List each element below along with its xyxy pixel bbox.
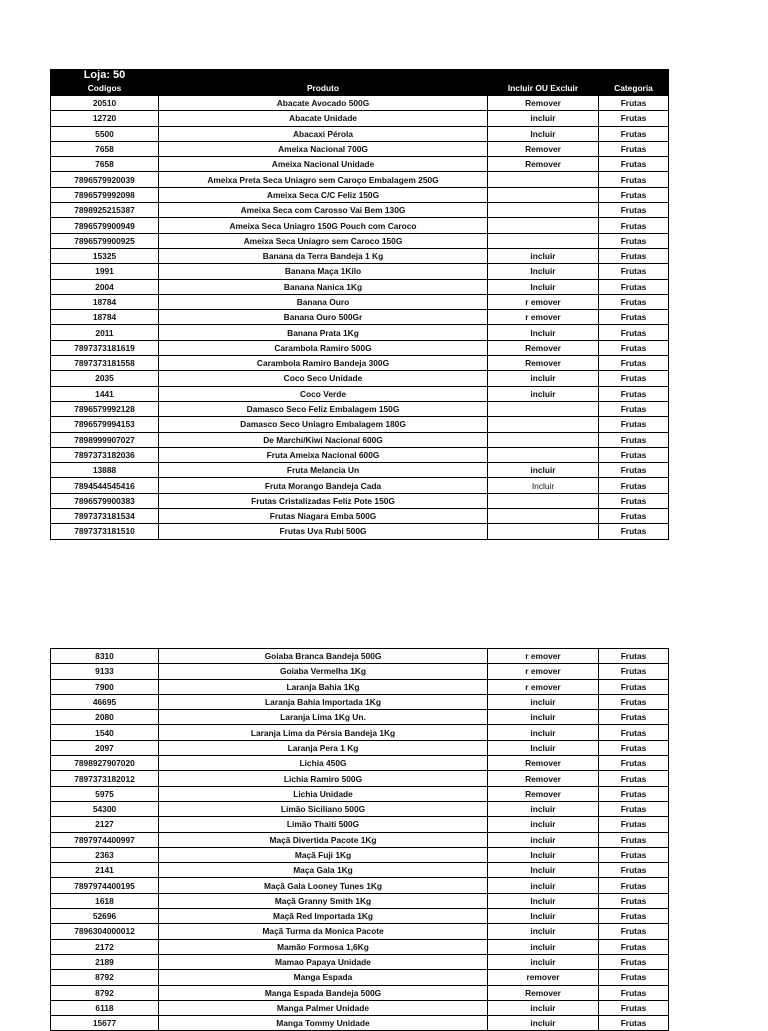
code-cell: 2363 (51, 847, 159, 862)
product-cell: Banana Prata 1Kg (159, 325, 488, 340)
table-row (51, 786, 669, 801)
action-cell: incluir (488, 725, 599, 740)
table-row (51, 279, 669, 294)
product-cell: Goiaba Branca Bandeja 500G (159, 649, 488, 664)
code-cell: 20510 (51, 96, 159, 111)
table-row (51, 740, 669, 755)
action-cell: incluir (488, 939, 599, 954)
category-cell: Frutas (599, 694, 669, 709)
action-cell (488, 218, 599, 233)
code-cell: 7896579900925 (51, 233, 159, 248)
category-cell: Frutas (599, 832, 669, 847)
action-cell: Incluir (488, 893, 599, 908)
action-cell (488, 187, 599, 202)
code-cell: 7897373181619 (51, 340, 159, 355)
action-cell: Incluir (488, 909, 599, 924)
code-cell: 7898927907020 (51, 756, 159, 771)
table-row (51, 111, 669, 126)
table-row (51, 817, 669, 832)
products-table-top-body (51, 96, 669, 540)
code-cell: 7897373182012 (51, 771, 159, 786)
code-cell: 12720 (51, 111, 159, 126)
action-cell: Incluir (488, 478, 599, 493)
product-cell: Maçã Divertida Pacote 1Kg (159, 832, 488, 847)
category-cell: Frutas (599, 310, 669, 325)
code-cell: 7896579900949 (51, 218, 159, 233)
product-cell: Manga Palmer Unidade (159, 1000, 488, 1015)
product-cell: Ameixa Seca com Carosso Vai Bem 130G (159, 203, 488, 218)
category-cell: Frutas (599, 863, 669, 878)
table-row (51, 710, 669, 725)
code-cell: 46695 (51, 694, 159, 709)
code-cell: 7898925215387 (51, 203, 159, 218)
product-cell: Ameixa Seca Uniagro 150G Pouch com Caroco (159, 218, 488, 233)
code-cell: 8792 (51, 985, 159, 1000)
code-cell: 2141 (51, 863, 159, 878)
product-cell: Laranja Lima da Pérsia Bandeja 1Kg (159, 725, 488, 740)
table-row (51, 187, 669, 202)
table-row (51, 172, 669, 187)
category-cell: Frutas (599, 325, 669, 340)
action-cell: Remover (488, 96, 599, 111)
action-cell: incluir (488, 924, 599, 939)
header-produto: Produto (159, 82, 488, 96)
category-cell: Frutas (599, 649, 669, 664)
action-cell: Incluir (488, 847, 599, 862)
action-cell: Remover (488, 356, 599, 371)
category-cell: Frutas (599, 478, 669, 493)
action-cell: Incluir (488, 863, 599, 878)
code-cell: 2189 (51, 954, 159, 969)
code-cell: 7896304000012 (51, 924, 159, 939)
action-cell (488, 233, 599, 248)
product-cell: Ameixa Seca C/C Feliz 150G (159, 187, 488, 202)
table-row (51, 248, 669, 263)
table-row (51, 954, 669, 969)
product-cell: Abacate Unidade (159, 111, 488, 126)
code-cell: 13888 (51, 463, 159, 478)
table-row (51, 939, 669, 954)
table-row (51, 664, 669, 679)
category-cell: Frutas (599, 126, 669, 141)
table-row (51, 679, 669, 694)
product-cell: Laranja Pera 1 Kg (159, 740, 488, 755)
category-cell: Frutas (599, 756, 669, 771)
category-cell: Frutas (599, 96, 669, 111)
code-cell: 7900 (51, 679, 159, 694)
action-cell (488, 417, 599, 432)
code-cell: 2097 (51, 740, 159, 755)
table-row (51, 417, 669, 432)
category-cell: Frutas (599, 264, 669, 279)
action-cell: Remover (488, 141, 599, 156)
action-cell: Remover (488, 985, 599, 1000)
action-cell: incluir (488, 1000, 599, 1015)
action-cell: Incluir (488, 126, 599, 141)
category-cell: Frutas (599, 817, 669, 832)
table-row (51, 649, 669, 664)
code-cell: 7896579920039 (51, 172, 159, 187)
code-cell: 7897974400997 (51, 832, 159, 847)
product-cell: Maça Gala 1Kg (159, 863, 488, 878)
table-row (51, 203, 669, 218)
category-cell: Frutas (599, 294, 669, 309)
table-row (51, 524, 669, 539)
table-row (51, 1016, 669, 1031)
category-cell: Frutas (599, 463, 669, 478)
product-cell: Manga Tommy Unidade (159, 1016, 488, 1031)
table-row (51, 756, 669, 771)
product-cell: Goiaba Vermelha 1Kg (159, 664, 488, 679)
product-cell: Manga Espada (159, 970, 488, 985)
table-row (51, 340, 669, 355)
products-table-bottom (50, 648, 669, 1031)
category-cell: Frutas (599, 939, 669, 954)
product-cell: Lichia Unidade (159, 786, 488, 801)
category-cell: Frutas (599, 203, 669, 218)
action-cell: Remover (488, 756, 599, 771)
product-cell: Fruta Melancia Un (159, 463, 488, 478)
table-row (51, 924, 669, 939)
product-cell: Limão Thaiti 500G (159, 817, 488, 832)
category-cell: Frutas (599, 710, 669, 725)
table-row (51, 832, 669, 847)
code-cell: 7894544545416 (51, 478, 159, 493)
code-cell: 5500 (51, 126, 159, 141)
code-cell: 7896579992128 (51, 401, 159, 416)
table-row (51, 725, 669, 740)
category-cell: Frutas (599, 786, 669, 801)
category-cell: Frutas (599, 893, 669, 908)
product-cell: Ameixa Nacional Unidade (159, 157, 488, 172)
product-cell: Fruta Ameixa Nacional 600G (159, 447, 488, 462)
code-cell: 7898999907027 (51, 432, 159, 447)
category-cell: Frutas (599, 356, 669, 371)
action-cell: incluir (488, 371, 599, 386)
action-cell: r emover (488, 294, 599, 309)
category-cell: Frutas (599, 1016, 669, 1031)
category-cell: Frutas (599, 218, 669, 233)
code-cell: 5975 (51, 786, 159, 801)
product-cell: Laranja Bahia 1Kg (159, 679, 488, 694)
code-cell: 18784 (51, 294, 159, 309)
action-cell: Remover (488, 157, 599, 172)
category-cell: Frutas (599, 679, 669, 694)
header-incluir-excluir: Incluir OU Excluir (488, 82, 599, 96)
category-cell: Frutas (599, 909, 669, 924)
code-cell: 1441 (51, 386, 159, 401)
code-cell: 7897373181510 (51, 524, 159, 539)
code-cell: 2035 (51, 371, 159, 386)
category-cell: Frutas (599, 157, 669, 172)
category-cell: Frutas (599, 248, 669, 263)
code-cell: 7658 (51, 157, 159, 172)
table-row (51, 432, 669, 447)
product-cell: Frutas Cristalizadas Feliz Pote 150G (159, 493, 488, 508)
table-row (51, 386, 669, 401)
code-cell: 9133 (51, 664, 159, 679)
table-row (51, 310, 669, 325)
product-cell: Maçã Gala Looney Tunes 1Kg (159, 878, 488, 893)
category-cell: Frutas (599, 954, 669, 969)
product-cell: Ameixa Preta Seca Uniagro sem Caroço Embalagem 250G (159, 172, 488, 187)
code-cell: 2172 (51, 939, 159, 954)
category-cell: Frutas (599, 493, 669, 508)
action-cell (488, 172, 599, 187)
code-cell: 15677 (51, 1016, 159, 1031)
table-row (51, 463, 669, 478)
action-cell: Incluir (488, 740, 599, 755)
table-row (51, 970, 669, 985)
product-cell: Laranja Lima 1Kg Un. (159, 710, 488, 725)
action-cell: incluir (488, 248, 599, 263)
category-cell: Frutas (599, 878, 669, 893)
action-cell: remover (488, 970, 599, 985)
product-cell: Damasco Seco Feliz Embalagem 150G (159, 401, 488, 416)
category-cell: Frutas (599, 432, 669, 447)
product-cell: Frutas Uva Rubi 500G (159, 524, 488, 539)
table-row (51, 141, 669, 156)
table-row (51, 157, 669, 172)
product-cell: Banana Maça 1Kilo (159, 264, 488, 279)
category-cell: Frutas (599, 985, 669, 1000)
table-row (51, 493, 669, 508)
category-cell: Frutas (599, 172, 669, 187)
category-cell: Frutas (599, 847, 669, 862)
product-cell: Banana Nanica 1Kg (159, 279, 488, 294)
table-row (51, 371, 669, 386)
table-row (51, 694, 669, 709)
code-cell: 7658 (51, 141, 159, 156)
category-cell: Frutas (599, 725, 669, 740)
table-row (51, 264, 669, 279)
table-row (51, 218, 669, 233)
code-cell: 18784 (51, 310, 159, 325)
action-cell: Remover (488, 786, 599, 801)
table-row (51, 1000, 669, 1015)
code-cell: 8792 (51, 970, 159, 985)
code-cell: 2011 (51, 325, 159, 340)
action-cell: incluir (488, 832, 599, 847)
product-cell: Carambola Ramiro 500G (159, 340, 488, 355)
table-row (51, 893, 669, 908)
category-cell: Frutas (599, 524, 669, 539)
table-row (51, 233, 669, 248)
code-cell: 7897373181534 (51, 509, 159, 524)
product-cell: Lichia 450G (159, 756, 488, 771)
table-row (51, 294, 669, 309)
code-cell: 52696 (51, 909, 159, 924)
code-cell: 1991 (51, 264, 159, 279)
table-row (51, 325, 669, 340)
product-cell: Coco Verde (159, 386, 488, 401)
action-cell: incluir (488, 801, 599, 816)
product-cell: Abacaxi Pérola (159, 126, 488, 141)
product-cell: Ameixa Seca Uniagro sem Caroco 150G (159, 233, 488, 248)
product-cell: Ameixa Nacional 700G (159, 141, 488, 156)
product-cell: Maçã Granny Smith 1Kg (159, 893, 488, 908)
action-cell: Incluir (488, 279, 599, 294)
table-row (51, 909, 669, 924)
action-cell: incluir (488, 1016, 599, 1031)
column-header-row (51, 82, 669, 96)
action-cell: incluir (488, 954, 599, 969)
products-table-top (50, 69, 669, 540)
action-cell: Incluir (488, 264, 599, 279)
code-cell: 2080 (51, 710, 159, 725)
code-cell: 15325 (51, 248, 159, 263)
action-cell: r emover (488, 679, 599, 694)
header-categoria: Categoria (599, 82, 669, 96)
table-row (51, 509, 669, 524)
table-row (51, 878, 669, 893)
category-cell: Frutas (599, 111, 669, 126)
product-cell: Maçã Fuji 1Kg (159, 847, 488, 862)
table-row (51, 126, 669, 141)
action-cell (488, 203, 599, 218)
category-cell: Frutas (599, 187, 669, 202)
code-cell: 54300 (51, 801, 159, 816)
product-cell: Coco Seco Unidade (159, 371, 488, 386)
header-codigos: Codigos (51, 82, 159, 96)
action-cell (488, 524, 599, 539)
action-cell (488, 493, 599, 508)
product-cell: Mamão Formosa 1,6Kg (159, 939, 488, 954)
category-cell: Frutas (599, 233, 669, 248)
action-cell (488, 432, 599, 447)
product-cell: Maçã Turma da Monica Pacote (159, 924, 488, 939)
code-cell: 2004 (51, 279, 159, 294)
products-table-bottom-body (51, 649, 669, 1031)
table-row (51, 401, 669, 416)
store-row (51, 70, 669, 82)
table-row (51, 801, 669, 816)
code-cell: 7896579992098 (51, 187, 159, 202)
table-row (51, 447, 669, 462)
product-cell: Lichia Ramiro 500G (159, 771, 488, 786)
category-cell: Frutas (599, 401, 669, 416)
category-cell: Frutas (599, 924, 669, 939)
table-row (51, 478, 669, 493)
product-cell: Damasco Seco Uniagro Embalagem 180G (159, 417, 488, 432)
category-cell: Frutas (599, 801, 669, 816)
category-cell: Frutas (599, 664, 669, 679)
product-cell: Abacate Avocado 500G (159, 96, 488, 111)
code-cell: 7896579900383 (51, 493, 159, 508)
product-cell: De Marchi/Kiwi Nacional 600G (159, 432, 488, 447)
product-cell: Limão Siciliano 500G (159, 801, 488, 816)
code-cell: 2127 (51, 817, 159, 832)
code-cell: 6118 (51, 1000, 159, 1015)
product-cell: Frutas Niagara Emba 500G (159, 509, 488, 524)
action-cell: r emover (488, 664, 599, 679)
product-cell: Banana da Terra Bandeja 1 Kg (159, 248, 488, 263)
category-cell: Frutas (599, 1000, 669, 1015)
code-cell: 7897974400195 (51, 878, 159, 893)
category-cell: Frutas (599, 279, 669, 294)
table-row (51, 985, 669, 1000)
table-row (51, 356, 669, 371)
code-cell: 7897373181558 (51, 356, 159, 371)
action-cell: r emover (488, 649, 599, 664)
action-cell: incluir (488, 386, 599, 401)
product-cell: Maçã Red Importada 1Kg (159, 909, 488, 924)
table-row (51, 847, 669, 862)
table-row (51, 863, 669, 878)
category-cell: Frutas (599, 447, 669, 462)
store-label: Loja: 50 (51, 70, 159, 82)
product-cell: Fruta Morango Bandeja Cada (159, 478, 488, 493)
category-cell: Frutas (599, 970, 669, 985)
category-cell: Frutas (599, 509, 669, 524)
action-cell: Remover (488, 340, 599, 355)
category-cell: Frutas (599, 141, 669, 156)
action-cell: incluir (488, 817, 599, 832)
code-cell: 7897373182036 (51, 447, 159, 462)
table-row (51, 771, 669, 786)
category-cell: Frutas (599, 771, 669, 786)
product-cell: Banana Ouro 500Gr (159, 310, 488, 325)
action-cell: incluir (488, 878, 599, 893)
code-cell: 1540 (51, 725, 159, 740)
product-cell: Laranja Bahia Importada 1Kg (159, 694, 488, 709)
code-cell: 7896579994153 (51, 417, 159, 432)
action-cell: incluir (488, 710, 599, 725)
action-cell: incluir (488, 111, 599, 126)
action-cell: incluir (488, 463, 599, 478)
category-cell: Frutas (599, 371, 669, 386)
action-cell (488, 401, 599, 416)
category-cell: Frutas (599, 740, 669, 755)
category-cell: Frutas (599, 417, 669, 432)
action-cell (488, 509, 599, 524)
category-cell: Frutas (599, 386, 669, 401)
action-cell: incluir (488, 694, 599, 709)
product-cell: Mamao Papaya Unidade (159, 954, 488, 969)
category-cell: Frutas (599, 340, 669, 355)
code-cell: 1618 (51, 893, 159, 908)
action-cell: Incluir (488, 325, 599, 340)
action-cell: r emover (488, 310, 599, 325)
product-cell: Carambola Ramiro Bandeja 300G (159, 356, 488, 371)
product-cell: Manga Espada Bandeja 500G (159, 985, 488, 1000)
action-cell: Remover (488, 771, 599, 786)
action-cell (488, 447, 599, 462)
table-row (51, 96, 669, 111)
product-cell: Banana Ouro (159, 294, 488, 309)
code-cell: 8310 (51, 649, 159, 664)
